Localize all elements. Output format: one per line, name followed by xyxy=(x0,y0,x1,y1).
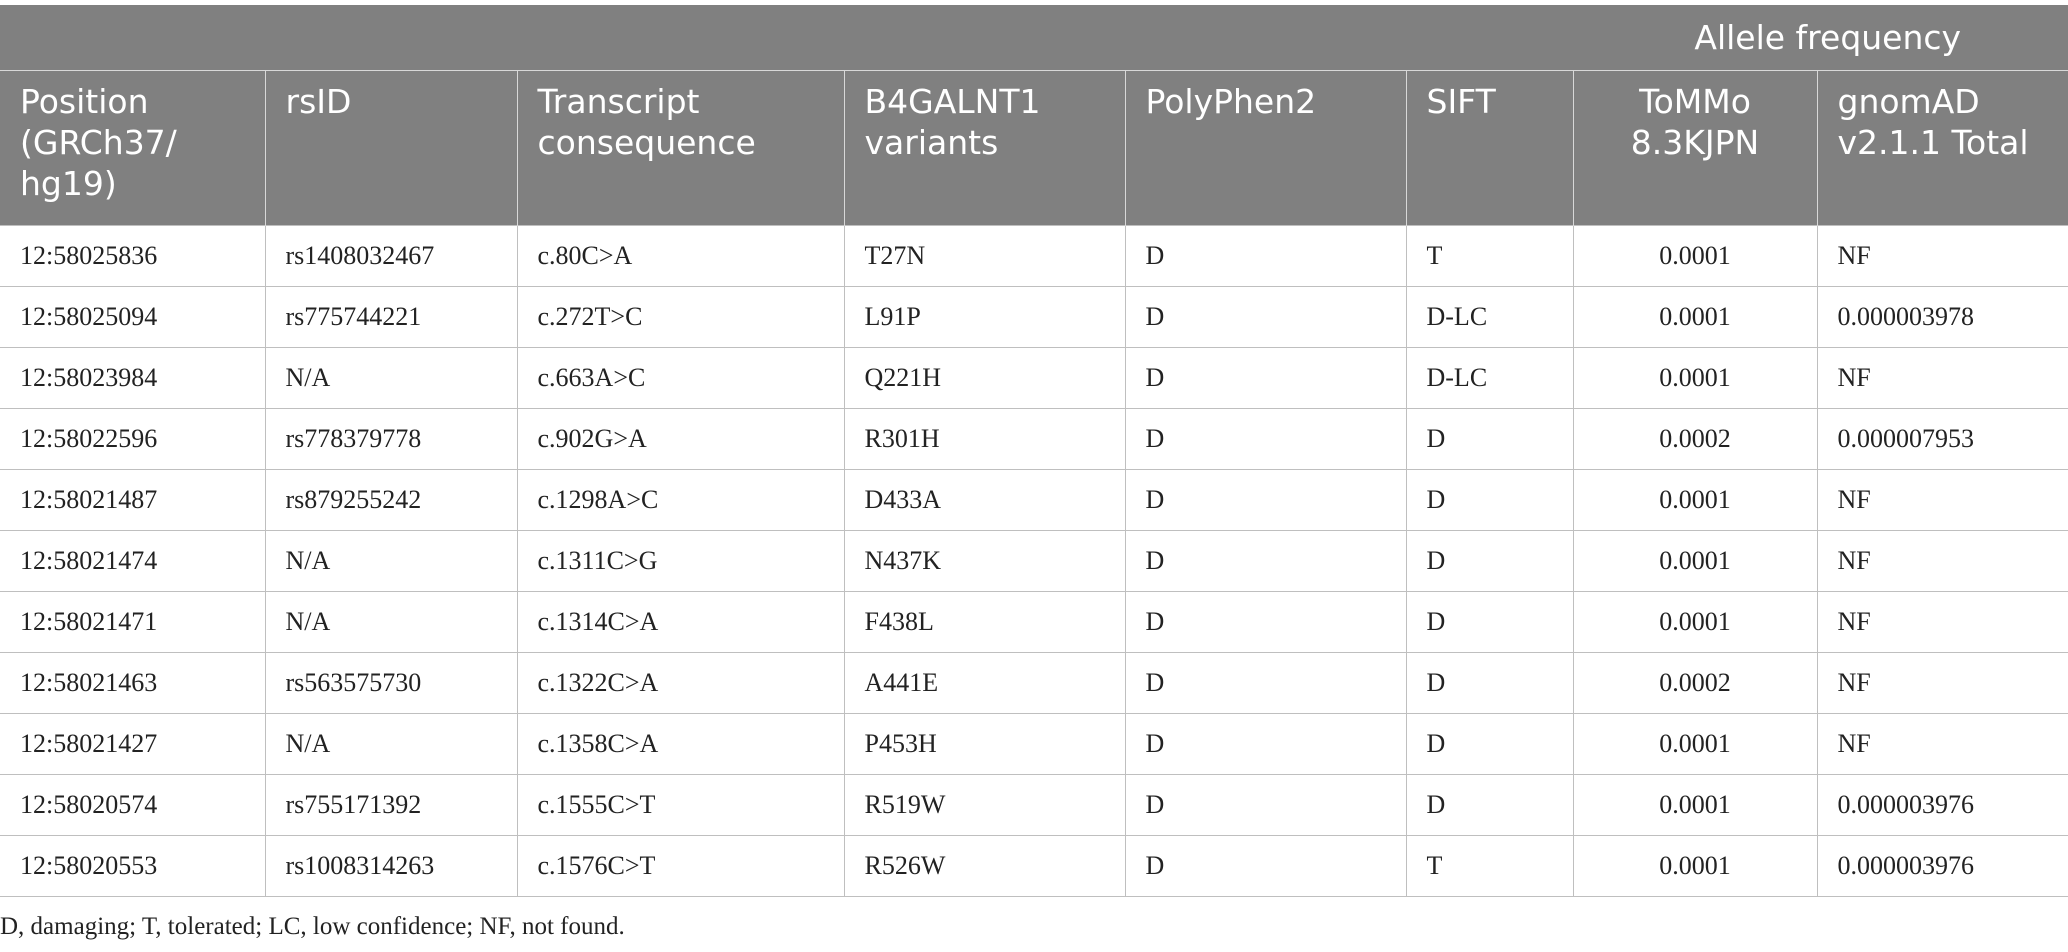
gnomad-frequency-cell: NF xyxy=(1817,714,2068,775)
sift-cell: T xyxy=(1406,226,1573,287)
variant-table-container xyxy=(0,5,2068,897)
variant-cell: L91P xyxy=(844,287,1125,348)
transcript-consequence-cell: c.1311C>G xyxy=(517,531,844,592)
table-body xyxy=(0,226,2068,897)
rsid-cell: rs563575730 xyxy=(265,653,517,714)
transcript-consequence-cell: c.1322C>A xyxy=(517,653,844,714)
variant-cell: P453H xyxy=(844,714,1125,775)
polyphen2-cell: D xyxy=(1125,714,1406,775)
position-cell: 12:58022596 xyxy=(0,409,265,470)
gnomad-frequency-cell: NF xyxy=(1817,653,2068,714)
transcript-consequence-cell: c.1555C>T xyxy=(517,775,844,836)
column-header-sift: SIFT xyxy=(1406,71,1573,226)
table-footnote: D, damaging; T, tolerated; LC, low confidence; NF, not found. xyxy=(0,913,625,940)
tommo-frequency-cell: 0.0001 xyxy=(1573,470,1817,531)
sift-cell: D xyxy=(1406,409,1573,470)
table-row xyxy=(0,287,2068,348)
variant-cell: R526W xyxy=(844,836,1125,897)
position-cell: 12:58020574 xyxy=(0,775,265,836)
column-header-position: Position (GRCh37/ hg19) xyxy=(0,71,265,226)
transcript-consequence-cell: c.663A>C xyxy=(517,348,844,409)
tommo-frequency-cell: 0.0001 xyxy=(1573,714,1817,775)
table-row xyxy=(0,470,2068,531)
rsid-cell: N/A xyxy=(265,714,517,775)
variant-cell: D433A xyxy=(844,470,1125,531)
transcript-consequence-cell: c.902G>A xyxy=(517,409,844,470)
table-row xyxy=(0,226,2068,287)
tommo-frequency-cell: 0.0002 xyxy=(1573,409,1817,470)
tommo-frequency-cell: 0.0001 xyxy=(1573,287,1817,348)
variant-cell: F438L xyxy=(844,592,1125,653)
polyphen2-cell: D xyxy=(1125,348,1406,409)
rsid-cell: rs1408032467 xyxy=(265,226,517,287)
column-header-gnomad: gnomAD v2.1.1 Total xyxy=(1817,71,2068,226)
tommo-frequency-cell: 0.0001 xyxy=(1573,531,1817,592)
group-header-row xyxy=(0,5,2068,71)
polyphen2-cell: D xyxy=(1125,470,1406,531)
variant-cell: N437K xyxy=(844,531,1125,592)
table-row xyxy=(0,348,2068,409)
rsid-cell: rs1008314263 xyxy=(265,836,517,897)
tommo-frequency-cell: 0.0001 xyxy=(1573,226,1817,287)
tommo-frequency-cell: 0.0001 xyxy=(1573,348,1817,409)
polyphen2-cell: D xyxy=(1125,226,1406,287)
rsid-cell: rs775744221 xyxy=(265,287,517,348)
position-cell: 12:58021474 xyxy=(0,531,265,592)
transcript-consequence-cell: c.272T>C xyxy=(517,287,844,348)
variant-cell: Q221H xyxy=(844,348,1125,409)
tommo-frequency-cell: 0.0001 xyxy=(1573,836,1817,897)
polyphen2-cell: D xyxy=(1125,287,1406,348)
table-header xyxy=(0,5,2068,226)
sift-cell: D xyxy=(1406,775,1573,836)
column-header-tommo: ToMMo 8.3KJPN xyxy=(1573,71,1817,226)
sift-cell: D xyxy=(1406,531,1573,592)
polyphen2-cell: D xyxy=(1125,836,1406,897)
rsid-cell: N/A xyxy=(265,348,517,409)
gnomad-frequency-cell: NF xyxy=(1817,348,2068,409)
table-row xyxy=(0,836,2068,897)
position-cell: 12:58025836 xyxy=(0,226,265,287)
sift-cell: D-LC xyxy=(1406,287,1573,348)
rsid-cell: N/A xyxy=(265,592,517,653)
tommo-frequency-cell: 0.0001 xyxy=(1573,775,1817,836)
position-cell: 12:58025094 xyxy=(0,287,265,348)
gnomad-frequency-cell: 0.000003976 xyxy=(1817,836,2068,897)
position-cell: 12:58021487 xyxy=(0,470,265,531)
sift-cell: D xyxy=(1406,714,1573,775)
column-header-transcript-consequence: Transcript consequence xyxy=(517,71,844,226)
tommo-frequency-cell: 0.0002 xyxy=(1573,653,1817,714)
variant-cell: R301H xyxy=(844,409,1125,470)
sift-cell: T xyxy=(1406,836,1573,897)
variant-cell: A441E xyxy=(844,653,1125,714)
gnomad-frequency-cell: NF xyxy=(1817,470,2068,531)
gnomad-frequency-cell: 0.000003976 xyxy=(1817,775,2068,836)
sift-cell: D xyxy=(1406,592,1573,653)
transcript-consequence-cell: c.1298A>C xyxy=(517,470,844,531)
sift-cell: D xyxy=(1406,470,1573,531)
variant-table xyxy=(0,5,2068,897)
transcript-consequence-cell: c.1358C>A xyxy=(517,714,844,775)
position-cell: 12:58021471 xyxy=(0,592,265,653)
polyphen2-cell: D xyxy=(1125,531,1406,592)
column-header-row xyxy=(0,71,2068,226)
tommo-frequency-cell: 0.0001 xyxy=(1573,592,1817,653)
column-header-rsid: rsID xyxy=(265,71,517,226)
column-header-polyphen2: PolyPhen2 xyxy=(1125,71,1406,226)
table-row xyxy=(0,775,2068,836)
position-cell: 12:58021427 xyxy=(0,714,265,775)
sift-cell: D-LC xyxy=(1406,348,1573,409)
transcript-consequence-cell: c.1314C>A xyxy=(517,592,844,653)
transcript-consequence-cell: c.80C>A xyxy=(517,226,844,287)
gnomad-frequency-cell: 0.000007953 xyxy=(1817,409,2068,470)
gnomad-frequency-cell: NF xyxy=(1817,531,2068,592)
polyphen2-cell: D xyxy=(1125,653,1406,714)
gnomad-frequency-cell: NF xyxy=(1817,226,2068,287)
rsid-cell: rs755171392 xyxy=(265,775,517,836)
rsid-cell: rs879255242 xyxy=(265,470,517,531)
column-header-b4galnt1-variants: B4GALNT1 variants xyxy=(844,71,1125,226)
polyphen2-cell: D xyxy=(1125,592,1406,653)
allele-frequency-group-header: Allele frequency xyxy=(0,5,2068,71)
rsid-cell: rs778379778 xyxy=(265,409,517,470)
table-row xyxy=(0,714,2068,775)
variant-cell: T27N xyxy=(844,226,1125,287)
table-row xyxy=(0,592,2068,653)
polyphen2-cell: D xyxy=(1125,409,1406,470)
position-cell: 12:58020553 xyxy=(0,836,265,897)
table-row xyxy=(0,409,2068,470)
gnomad-frequency-cell: NF xyxy=(1817,592,2068,653)
position-cell: 12:58023984 xyxy=(0,348,265,409)
sift-cell: D xyxy=(1406,653,1573,714)
table-row xyxy=(0,531,2068,592)
table-row xyxy=(0,653,2068,714)
gnomad-frequency-cell: 0.000003978 xyxy=(1817,287,2068,348)
transcript-consequence-cell: c.1576C>T xyxy=(517,836,844,897)
position-cell: 12:58021463 xyxy=(0,653,265,714)
polyphen2-cell: D xyxy=(1125,775,1406,836)
variant-cell: R519W xyxy=(844,775,1125,836)
rsid-cell: N/A xyxy=(265,531,517,592)
